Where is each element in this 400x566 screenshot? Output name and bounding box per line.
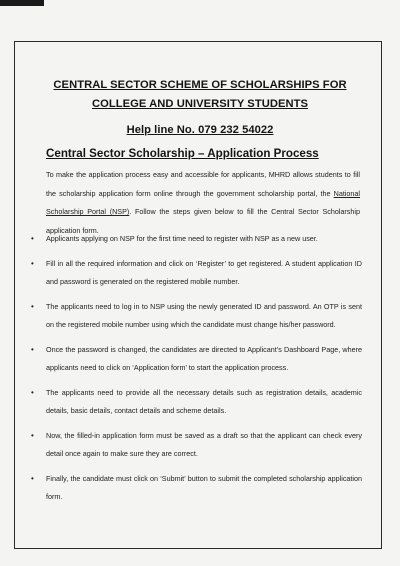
bullet-icon: •	[31, 430, 34, 440]
step-text: The applicants need to provide all the necessary details such as registration details, academic details, basic details, contact details and scheme details.	[46, 387, 362, 415]
list-item	[26, 255, 362, 292]
list-item	[26, 384, 362, 421]
step-text: The applicants need to log in to NSP using the newly generated ID and password. An OTP is sent on the registered mobile number using which the candidate must change his/her password.	[46, 301, 362, 329]
step-text: Finally, the candidate must click on ‘Submit’ button to submit the completed scholarship application form.	[46, 473, 362, 501]
bullet-icon: •	[31, 258, 34, 268]
intro-text-before-link: To make the application process easy and accessible for applicants, MHRD allows students to fill the scholarship application form online through the government scholarship portal, the	[46, 170, 360, 198]
bullet-icon: •	[31, 301, 34, 311]
section-title: Central Sector Scholarship – Application Process	[46, 147, 319, 160]
heading-line-1: CENTRAL SECTOR SCHEME OF SCHOLARSHIPS FOR	[53, 79, 347, 91]
nsp-link[interactable]: National Scholarship Portal (NSP)	[46, 188, 360, 216]
step-text: Once the password is changed, the candidates are directed to Applicant’s Dashboard Page, where applicants need to click on ‘Application form’ to start the application process.	[46, 344, 362, 372]
bullet-icon: •	[31, 234, 34, 243]
bullet-icon: •	[31, 387, 34, 397]
helpline-number: Help line No. 079 232 54022	[126, 124, 274, 136]
bullet-icon: •	[31, 473, 34, 483]
list-item	[26, 470, 362, 507]
bullet-icon: •	[31, 344, 34, 354]
intro-text-after-link: . Follow the steps given below to fill the Central Sector Scholarship application form.	[46, 207, 360, 235]
steps-list	[26, 230, 362, 513]
step-text: Applicants applying on NSP for the first time need to register with NSP as a new user.	[46, 234, 318, 243]
list-item	[26, 341, 362, 378]
scan-edge-mark	[0, 0, 44, 6]
list-item	[26, 298, 362, 335]
list-item	[26, 230, 362, 249]
intro-paragraph	[46, 166, 360, 240]
heading-line-2: COLLEGE AND UNIVERSITY STUDENTS	[92, 98, 308, 110]
list-item	[26, 427, 362, 464]
step-text: Now, the filled-in application form must be saved as a draft so that the applicant can check every detail once again to make sure they are correct.	[46, 430, 362, 458]
step-text: Fill in all the required information and click on ‘Register’ to get registered. A student application ID and password is generated on the registered mobile number.	[46, 258, 362, 286]
